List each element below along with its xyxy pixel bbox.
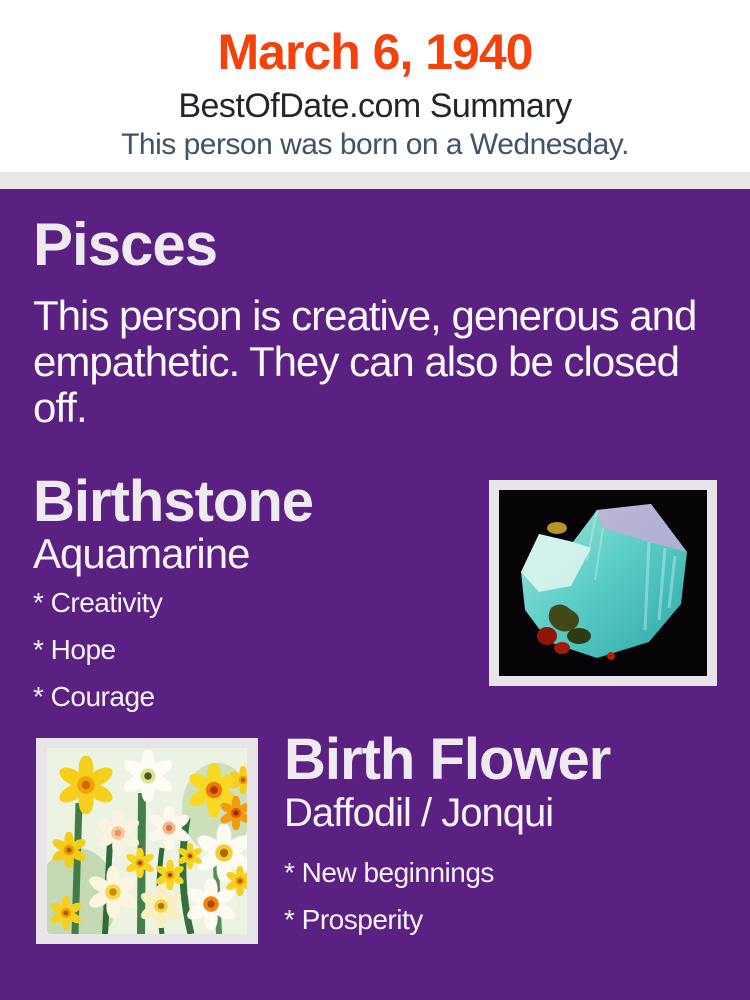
header	[0, 0, 750, 172]
birth-flower-trait-list	[284, 849, 494, 943]
site-summary: BestOfDate.com Summary	[178, 87, 572, 125]
page-title: March 6, 1940	[217, 24, 533, 80]
birth-flower-trait: * Prosperity	[284, 904, 423, 935]
birthstone-trait-list	[33, 579, 162, 720]
divider-band	[0, 172, 750, 189]
birth-flower-photo-frame	[36, 738, 258, 944]
birthstone-photo-frame	[489, 480, 717, 686]
birthstone-name: Aquamarine	[33, 530, 250, 577]
birth-flower-heading: Birth Flower	[284, 727, 611, 792]
zodiac-description: This person is creative, generous and empathetic. They can also be closed off.	[33, 292, 697, 431]
birthstone-trait: * Courage	[33, 681, 155, 712]
birth-flower-name: Daffodil / Jonqui	[284, 791, 554, 835]
birthstone-heading: Birthstone	[33, 469, 313, 534]
daffodil-flowers-photo	[47, 748, 247, 934]
aquamarine-stone-photo	[499, 490, 707, 676]
birthstone-trait: * Hope	[33, 634, 116, 665]
zodiac-sign-heading: Pisces	[33, 211, 218, 278]
birthstone-trait: * Creativity	[33, 587, 163, 618]
summary-panel	[0, 189, 750, 1000]
birth-flower-trait: * New beginnings	[284, 857, 494, 888]
weekday-note: This person was born on a Wednesday.	[121, 128, 629, 161]
